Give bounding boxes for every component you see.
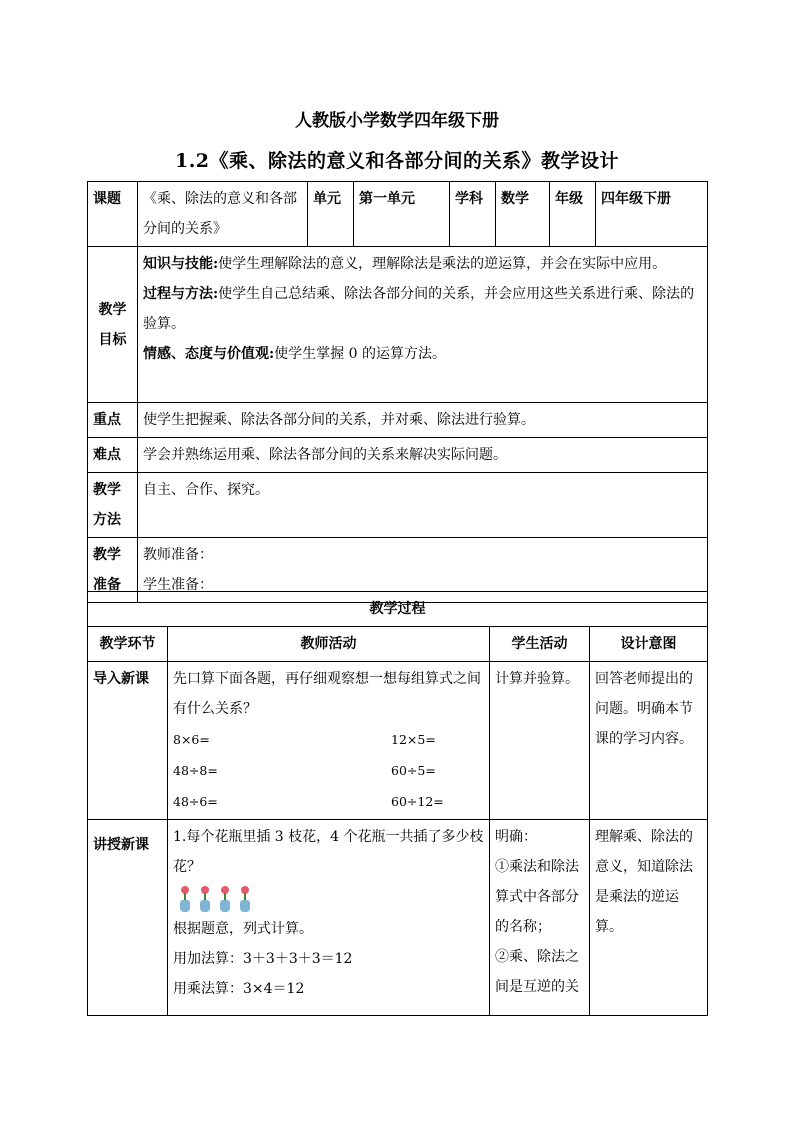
teacher-activity-new [168,820,490,1016]
addition-line: 用加法算：3＋3＋3＋3＝12 [173,951,353,967]
calc-pair [173,786,484,817]
design-intent-intro: 回答老师提出的问题。明确本节课的学习内容。 [590,662,708,820]
calc-right: 60÷5= [391,763,436,778]
method-label: 教学方法 [88,473,138,538]
student-line: 明确： [495,829,537,845]
key-point-text: 使学生把握乘、除法各部分间的关系，并对乘、除法进行验算。 [138,403,708,438]
unit-label: 单元 [308,182,354,247]
grade-label: 年级 [550,182,596,247]
stage-intro: 导入新课 [88,662,168,820]
calc-pair [173,724,484,755]
subject-value: 数学 [496,182,550,247]
calc-left: 48÷8= [173,763,218,778]
topic-label: 课题 [88,182,138,247]
objectives-label: 教学目标 [88,247,138,403]
difficulty-text: 学会并熟练运用乘、除法各部分间的关系来解决实际问题。 [138,438,708,473]
objective-heading: 情感、态度与价值观: [143,346,275,362]
lesson-info-table [87,181,708,603]
flower-vase-icon [219,886,231,912]
topic-value: 《乘、除法的意义和各部分间的关系》 [138,182,308,247]
calc-right: 60÷12= [391,794,444,809]
student-line: ②乘、除法之间是互逆的关 [495,949,579,995]
objective-process [143,279,702,339]
header-stage: 教学环节 [88,627,168,662]
flower-vase-icon [199,886,211,912]
key-point-label: 重点 [88,403,138,438]
method-text: 自主、合作、探究。 [138,473,708,538]
subject-label: 学科 [450,182,496,247]
student-line: ①乘法和除法算式中各部分的名称； [495,859,579,935]
calc-left: 8×6= [173,732,210,747]
teacher-prep: 教师准备： [143,547,213,563]
objective-text: 使学生自己总结乘、除法各部分间的关系，并会应用这些关系进行乘、除法的验算。 [143,286,695,332]
objectives-content [138,247,708,403]
prep-label: 教学准备 [88,538,138,603]
student-activity-new [490,820,590,1016]
flower-vases [173,882,484,914]
unit-value: 第一单元 [354,182,450,247]
objective-attitude [143,339,702,369]
process-title: 教学过程 [88,592,708,627]
difficulty-label: 难点 [88,438,138,473]
flower-vase-icon [179,886,191,912]
teaching-process-table [87,591,708,1016]
stage-new-lesson: 讲授新课 [88,820,168,1016]
objective-text: 使学生掌握 0 的运算方法。 [274,346,446,362]
grade-value: 四年级下册 [596,182,708,247]
header-teacher: 教师活动 [168,627,490,662]
calc-pair [173,755,484,786]
calc-right: 12×5= [391,732,436,747]
header-intent: 设计意图 [590,627,708,662]
student-activity-intro: 计算并验算。 [490,662,590,820]
design-intent-new: 理解乘、除法的意义，知道除法是乘法的逆运算。 [590,820,708,1016]
objective-heading: 过程与方法: [143,286,219,302]
header-student: 学生活动 [490,627,590,662]
flower-vase-icon [239,886,251,912]
objective-knowledge [143,249,702,279]
multiplication-line: 用乘法算：3×4＝12 [173,981,305,997]
objective-heading: 知识与技能: [143,256,219,272]
instruction-text: 根据题意，列式计算。 [173,921,313,937]
teacher-text: 先口算下面各题，再仔细观察想一想每组算式之间有什么关系？ [173,671,481,717]
objective-text: 使学生理解除法的意义，理解除法是乘法的逆运算，并会在实际中应用。 [218,256,667,272]
question-text: 1.每个花瓶里插 3 枝花，4 个花瓶一共插了多少枝花？ [173,829,484,875]
page-subtitle: 1.2《乘、除法的意义和各部分间的关系》教学设计 [174,150,620,172]
student-prep: 学生准备： [143,577,213,593]
page-title: 人教版小学数学四年级下册 [295,111,499,131]
calc-left: 48÷6= [173,794,218,809]
teacher-activity-intro [168,662,490,820]
